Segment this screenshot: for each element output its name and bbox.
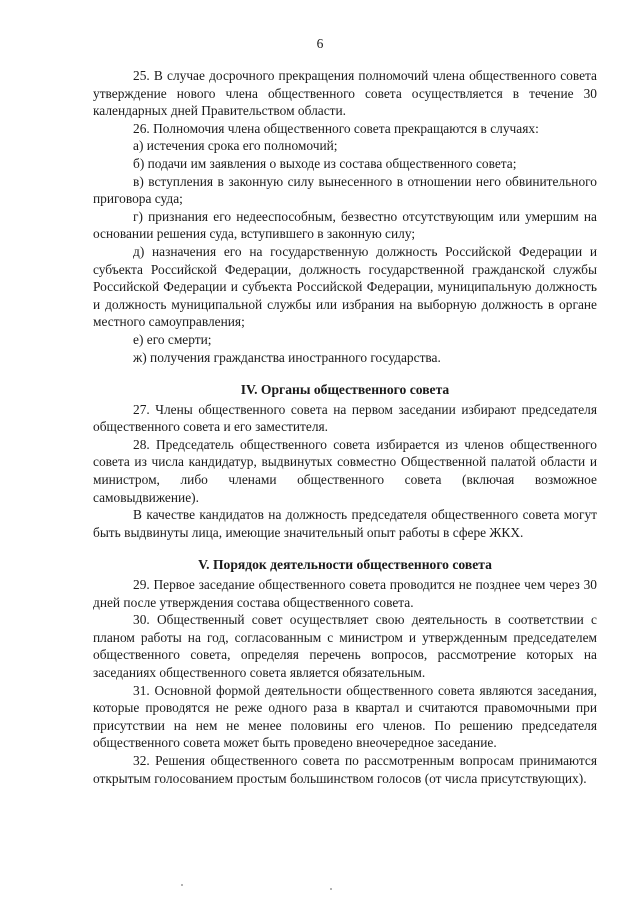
paragraph-27: 27. Члены общественного совета на первом заседании избирают председателя общественного совета и его заместителя. (93, 401, 597, 435)
section-v-heading: V. Порядок деятельности общественного совета (198, 557, 492, 573)
paragraph-30: 30. Общественный совет осуществляет свою деятельность в соответствии с планом работы на год, согласованным с министром и утвержденным председателем общественного совета, определяя перечень вопросов, рассмотрение которых на заседаниях общественного совета является обязательным. (93, 612, 597, 680)
paragraph-32: 32. Решения общественного совета по рассмотренным вопросам принимаются открытым голосованием простым большинством голосов (от числа присутствующих). (93, 752, 597, 786)
spacer (93, 366, 597, 381)
scan-speck (330, 888, 332, 890)
paragraph-25: 25. В случае досрочного прекращения полномочий члена общественного совета утверждение нового члена общественного совета осуществляется в течение 30 календарных дней Правительством области. (93, 68, 597, 119)
paragraph-26-zh: ж) получения гражданства иностранного государства. (133, 349, 441, 365)
paragraph-26-e: е) его смерти; (133, 331, 212, 347)
page-number: 6 (316, 36, 324, 51)
paragraph-26-d: д) назначения его на государственную должность Российской Федерации и субъекта Российской Федерации, должность государственной гражданской службы Российской Федерации и субъекта Российской Федерации, муниципальную должность и должность муниципальной службы или избрания на выборную должность в органе местного самоуправления; (93, 243, 597, 330)
spacer (93, 541, 597, 556)
scan-speck (181, 884, 183, 886)
paragraph-26-v: в) вступления в законную силу вынесенного в отношении него обвинительного приговора суда; (93, 173, 597, 207)
paragraph-26-b: б) подачи им заявления о выходе из состава общественного совета; (133, 155, 517, 171)
section-iv-heading: IV. Органы общественного совета (240, 382, 450, 398)
document-body (93, 67, 597, 787)
paragraph-28-candidates: В качестве кандидатов на должность председателя общественного совета могут быть выдвинуты лица, имеющие значительный опыт работы в сфере ЖКХ. (93, 507, 597, 540)
paragraph-31: 31. Основной формой деятельности общественного совета являются заседания, которые проводятся не реже одного раза в квартал и считаются правомочными при присутствии на нем не менее половины его членов. По решению председателя общественного совета может быть проведено внеочередное заседание. (93, 682, 597, 751)
paragraph-26-a: а) истечения срока его полномочий; (133, 138, 338, 154)
paragraph-26: 26. Полномочия члена общественного совета прекращаются в случаях: (133, 120, 539, 136)
paragraph-28: 28. Председатель общественного совета избирается из членов общественного совета из числа кандидатур, выдвинутых совместно Общественной палатой области и министром, либо членами общественного совета (включая возможное самовыдвижение). (93, 436, 597, 505)
paragraph-29: 29. Первое заседание общественного совета проводится не позднее чем через 30 дней после утверждения состава общественного совета. (93, 577, 597, 610)
paragraph-26-g: г) признания его недееспособным, безвестно отсутствующим или умершим на основании решения суда, вступившего в законную силу; (93, 208, 597, 242)
